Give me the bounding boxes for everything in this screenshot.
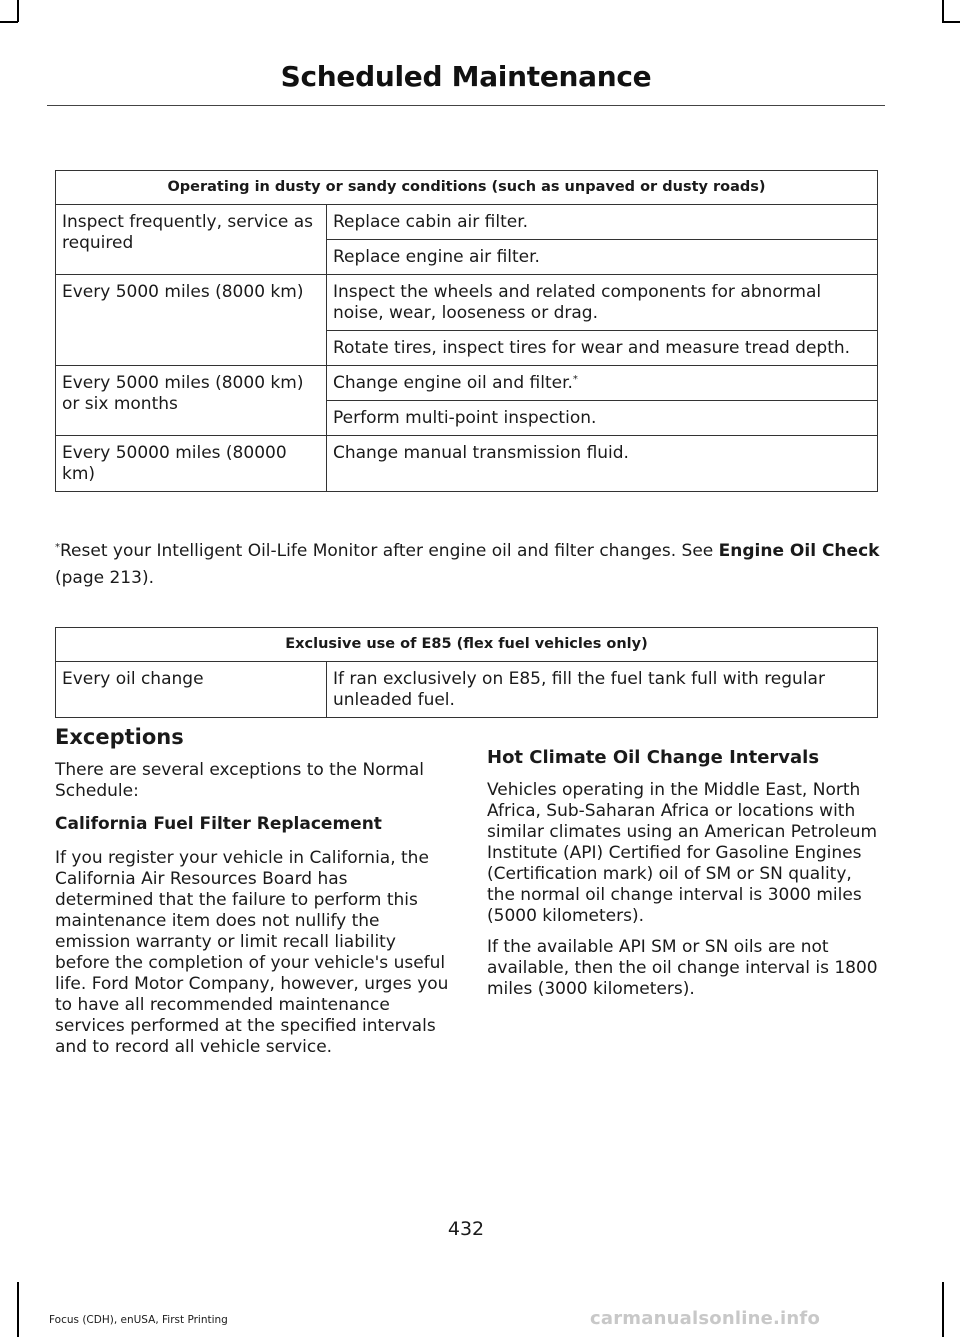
table-header: Operating in dusty or sandy conditions (such as unpaved or dusty roads)	[56, 171, 878, 205]
california-heading: California Fuel Filter Replacement	[55, 814, 382, 834]
crop-mark	[942, 0, 944, 22]
table-row	[56, 436, 878, 492]
task-text: Change engine oil and filter.	[333, 373, 573, 393]
page-title: Scheduled Maintenance	[280, 60, 652, 93]
title-divider	[47, 105, 885, 106]
task-cell: Change manual transmission fluid.	[327, 436, 878, 492]
exceptions-heading: Exceptions	[55, 725, 184, 749]
table-header: Exclusive use of E85 (flex fuel vehicles only)	[56, 628, 878, 662]
interval-cell: Every oil change	[56, 662, 327, 718]
hot-climate-paragraph: Vehicles operating in the Middle East, North Africa, Sub-Saharan Africa or locations with similar climates using an American Petroleum Institute (API) Certified for Gasoline Engines (Certification mark) oil of SM or SN quality, the normal oil change interval is 3000 miles (5000 kilometers).	[487, 780, 878, 926]
interval-cell: Every 5000 miles (8000 km) or six months	[56, 366, 327, 436]
footnote-text: Reset your Intelligent Oil-Life Monitor after engine oil and filter changes. See	[60, 541, 719, 561]
task-cell: If ran exclusively on E85, fill the fuel tank full with regular unleaded fuel.	[327, 662, 878, 718]
crop-mark	[0, 21, 18, 23]
watermark: carmanualsonline.info	[590, 1308, 821, 1329]
dusty-conditions-table	[55, 170, 878, 492]
table-row	[56, 662, 878, 718]
task-cell: Replace engine air filter.	[327, 240, 878, 275]
crop-mark	[942, 1282, 944, 1337]
task-cell: Replace cabin air filter.	[327, 205, 878, 240]
e85-table	[55, 627, 878, 718]
footnote-marker: *	[572, 374, 578, 385]
task-cell: Perform multi-point inspection.	[327, 401, 878, 436]
footnote-marker: *	[55, 542, 60, 553]
task-cell: Rotate tires, inspect tires for wear and measure tread depth.	[327, 331, 878, 366]
table-row	[56, 205, 878, 240]
table-row	[56, 366, 878, 401]
crop-mark	[942, 21, 960, 23]
table-row	[56, 275, 878, 331]
task-cell	[327, 366, 878, 401]
right-column	[487, 747, 882, 1000]
hot-climate-heading: Hot Climate Oil Change Intervals	[487, 747, 820, 768]
interval-cell: Every 50000 miles (80000 km)	[56, 436, 327, 492]
engine-oil-check-link[interactable]: Engine Oil Check	[718, 541, 880, 561]
page-reference: (page 213).	[55, 568, 154, 588]
california-text: If you register your vehicle in California, the California Air Resources Board has determined that the failure to perform this maintenance item does not nullify the emission warranty or limit recall liability before the completion of your vehicle's useful life. Ford Motor Company, however, urges you to have all recommended maintenance services performed at the specified intervals and to record all vehicle service.	[55, 848, 449, 1057]
crop-mark	[17, 1282, 19, 1337]
interval-cell: Inspect frequently, service as required	[56, 205, 327, 275]
left-column	[55, 727, 450, 1058]
page-number: 432	[447, 1218, 485, 1240]
crop-mark	[17, 0, 19, 22]
interval-cell: Every 5000 miles (8000 km)	[56, 275, 327, 366]
exceptions-intro: There are several exceptions to the Normal Schedule:	[55, 760, 424, 801]
footnote	[55, 538, 885, 592]
hot-climate-paragraph: If the available API SM or SN oils are not available, then the oil change interval is 1800 miles (3000 kilometers).	[487, 937, 878, 999]
footer-text: Focus (CDH), enUSA, First Printing	[49, 1314, 228, 1326]
task-cell: Inspect the wheels and related components for abnormal noise, wear, looseness or drag.	[327, 275, 878, 331]
